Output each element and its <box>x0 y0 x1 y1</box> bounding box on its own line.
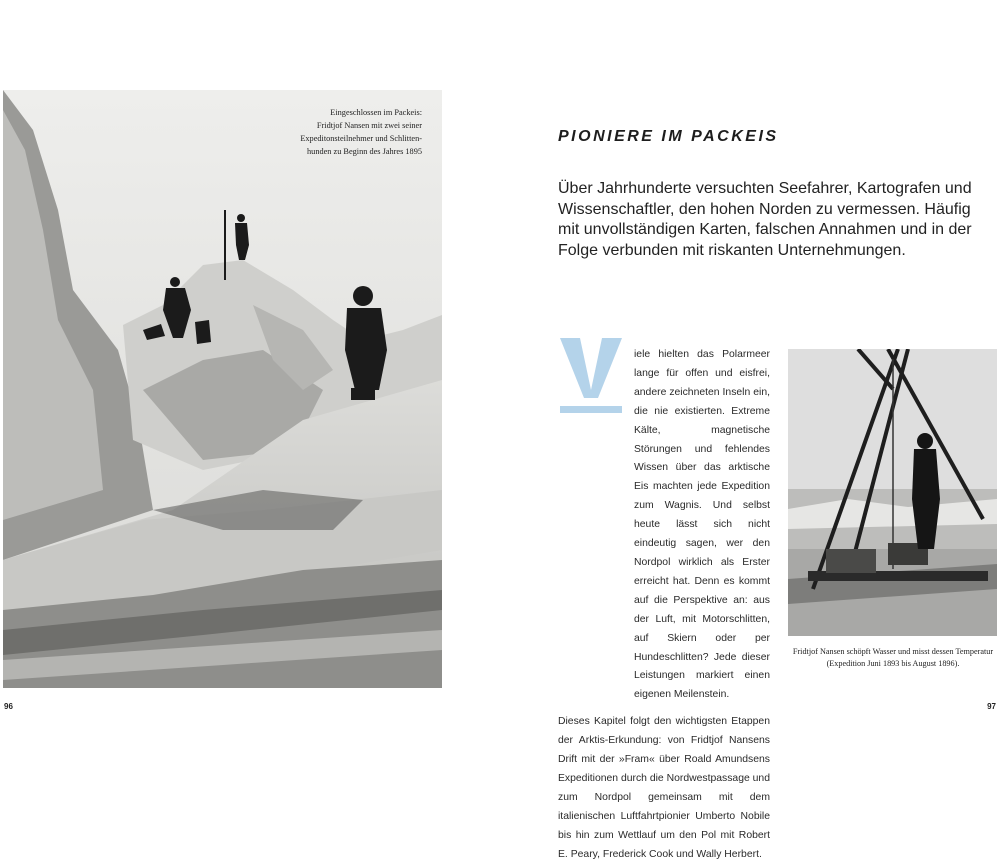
page-number-left: 96 <box>4 702 13 711</box>
page-number-right: 97 <box>987 702 996 711</box>
caption-line: Eingeschlossen im Packeis: <box>330 108 422 117</box>
pack-ice-expedition-image <box>3 90 442 688</box>
body-paragraph-1: iele hielten das Polarmeer lange für offen und eisfrei, andere zeichneten Inseln ein, die nie existierten. Extreme Kälte, magnetische Störungen und fehlendes Wissen über das arktische Eis machten jede Expedition zum Wagnis. Und selbst heute lässt sich nicht eindeutig sagen, wer den Nordpol wirklich als Erster erreicht hat. Denn es kommt auf die Perspektive an: aus der Luft, mit Motorschlitten, auf Skiern oder per Hundeschlitten? Jede dieser Leistungen markiert einen eigenen Meilenstein. <box>634 349 770 701</box>
intro-paragraph: Über Jahrhunderte versuchten Seefahrer, Kartografen und Wissenschaftler, den hohen Norden zu vermessen. Häufig mit unvollständigen Karten, falschen Annahmen und in der Folge verbunden mit riskanten Unternehmungen. <box>558 180 972 260</box>
caption-line: Fridtjof Nansen mit zwei seiner <box>316 121 422 130</box>
chapter-title: PIONIERE IM PACKEIS <box>558 128 779 145</box>
caption-line: (Expedition Juni 1893 bis August 1896). <box>826 659 960 668</box>
caption-line: Fridtjof Nansen schöpft Wasser und misst dessen Temperatur <box>792 647 994 656</box>
right-photo-caption <box>786 646 1000 670</box>
nansen-water-measurement-image <box>788 349 997 636</box>
right-page-photo <box>788 349 997 636</box>
left-photo-caption <box>252 106 422 158</box>
left-page-photo <box>3 90 442 688</box>
body-text-column <box>558 346 770 864</box>
caption-line: hunden zu Beginn des Jahres 1895 <box>307 147 422 156</box>
drop-cap-letter: V <box>591 378 592 379</box>
body-paragraph-2: Dieses Kapitel folgt den wichtigsten Etappen der Arktis-Erkundung: von Fridtjof Nansens Drift mit der »Fram« über Roald Amundsens Expeditionen durch die Nordwestpassage und zum Nordpol gemeinsam mit dem italienischen Luftfahrtpionier Umberto Nobile bis hin zum Wettlauf um den Pol mit Robert E. Peary, Frederick Cook und Wally Herbert. <box>558 716 770 860</box>
caption-line: Expeditonsteilnehmer und Schlitten- <box>300 134 422 143</box>
